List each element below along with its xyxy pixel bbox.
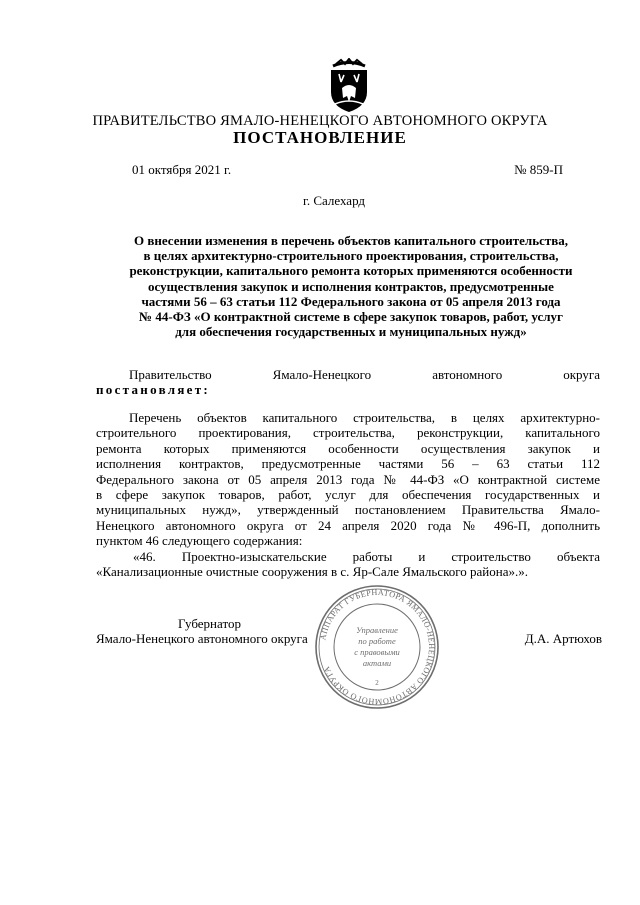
resolves-word: постановляет: bbox=[96, 382, 211, 397]
title-line: частями 56 – 63 статьи 112 Федерального закона от 05 апреля 2013 года bbox=[141, 293, 561, 309]
stamp-inner-line: по работе bbox=[358, 636, 396, 646]
title-line: для обеспечения государственных и муниципальных нужд» bbox=[175, 324, 527, 340]
document-number: № 859-П bbox=[514, 162, 563, 177]
body-line: Федерального закона от 05 апреля 2013 года № 44-ФЗ «О контрактной системе bbox=[96, 471, 600, 487]
title-line: № 44-ФЗ «О контрактной системе в сфере закупок товаров, работ, услуг bbox=[139, 309, 563, 325]
body-line: «46. Проектно-изыскательские работы и строительство объекта bbox=[133, 548, 600, 564]
stamp-inner-line: Управление bbox=[356, 625, 398, 635]
body-line: муниципальных нужд», утвержденный постановлением Правительства Ямало- bbox=[96, 502, 600, 518]
body-line: «Канализационные очистные сооружения в с. Яр-Сале Ямальского района».». bbox=[96, 563, 528, 579]
body-line: исполнения контрактов, предусмотренные частями 56 – 63 статьи 112 bbox=[96, 456, 600, 472]
official-stamp bbox=[314, 584, 440, 710]
stamp-number: 2 bbox=[375, 679, 379, 687]
organization-name: ПРАВИТЕЛЬСТВО ЯМАЛО-НЕНЕЦКОГО АВТОНОМНОГО ОКРУГА bbox=[92, 113, 548, 129]
document-type: ПОСТАНОВЛЕНИЕ bbox=[233, 128, 407, 147]
title-line: О внесении изменения в перечень объектов капитального строительства, bbox=[133, 233, 569, 248]
body-line: Перечень объектов капитального строительства, в целях архитектурно- bbox=[129, 410, 600, 425]
body-line: ремонта которых применяются особенности осуществления закупок и bbox=[96, 440, 600, 456]
coat-of-arms-icon bbox=[327, 58, 371, 114]
signatory-position: Губернатор bbox=[178, 616, 241, 631]
document-title bbox=[96, 233, 606, 339]
signatory-name: Д.А. Артюхов bbox=[524, 631, 602, 646]
preamble-line bbox=[96, 367, 600, 382]
preamble-word: Правительство bbox=[129, 367, 212, 382]
preamble bbox=[96, 367, 600, 397]
preamble-word: округа bbox=[563, 367, 600, 382]
document-body bbox=[96, 410, 600, 579]
body-line: строительного проектирования, строительства, реконструкции, капитального bbox=[96, 425, 600, 441]
body-line: Ненецкого автономного округа от 24 апреля 2020 года № 496-П, дополнить bbox=[96, 517, 600, 533]
body-line: пунктом 46 следующего содержания: bbox=[96, 533, 303, 549]
body-line: в сфере закупок товаров, работ, услуг для обеспечения государственных и bbox=[96, 486, 600, 502]
title-line: осуществления закупок и исполнения контрактов, предусмотренные bbox=[148, 278, 554, 294]
stamp-inner-line: актами bbox=[362, 658, 392, 668]
stamp-inner-line: с правовыми bbox=[354, 647, 400, 657]
document-city: г. Салехард bbox=[302, 193, 366, 208]
stamp-outer-text: АППАРАТ ГУБЕРНАТОРА ЯМАЛО-НЕНЕЦКОГО АВТОНОМНОГО ОКРУГА bbox=[318, 587, 437, 707]
document-date: 01 октября 2021 г. bbox=[132, 162, 232, 177]
title-line: в целях архитектурно-строительного проектирования, строительства, bbox=[143, 248, 559, 264]
preamble-word: автономного bbox=[432, 367, 503, 382]
title-line: реконструкции, капитального ремонта которых применяются особенности bbox=[129, 263, 573, 279]
preamble-word: Ямало-Ненецкого bbox=[272, 367, 372, 382]
signatory-organization: Ямало-Ненецкого автономного округа bbox=[96, 631, 308, 646]
